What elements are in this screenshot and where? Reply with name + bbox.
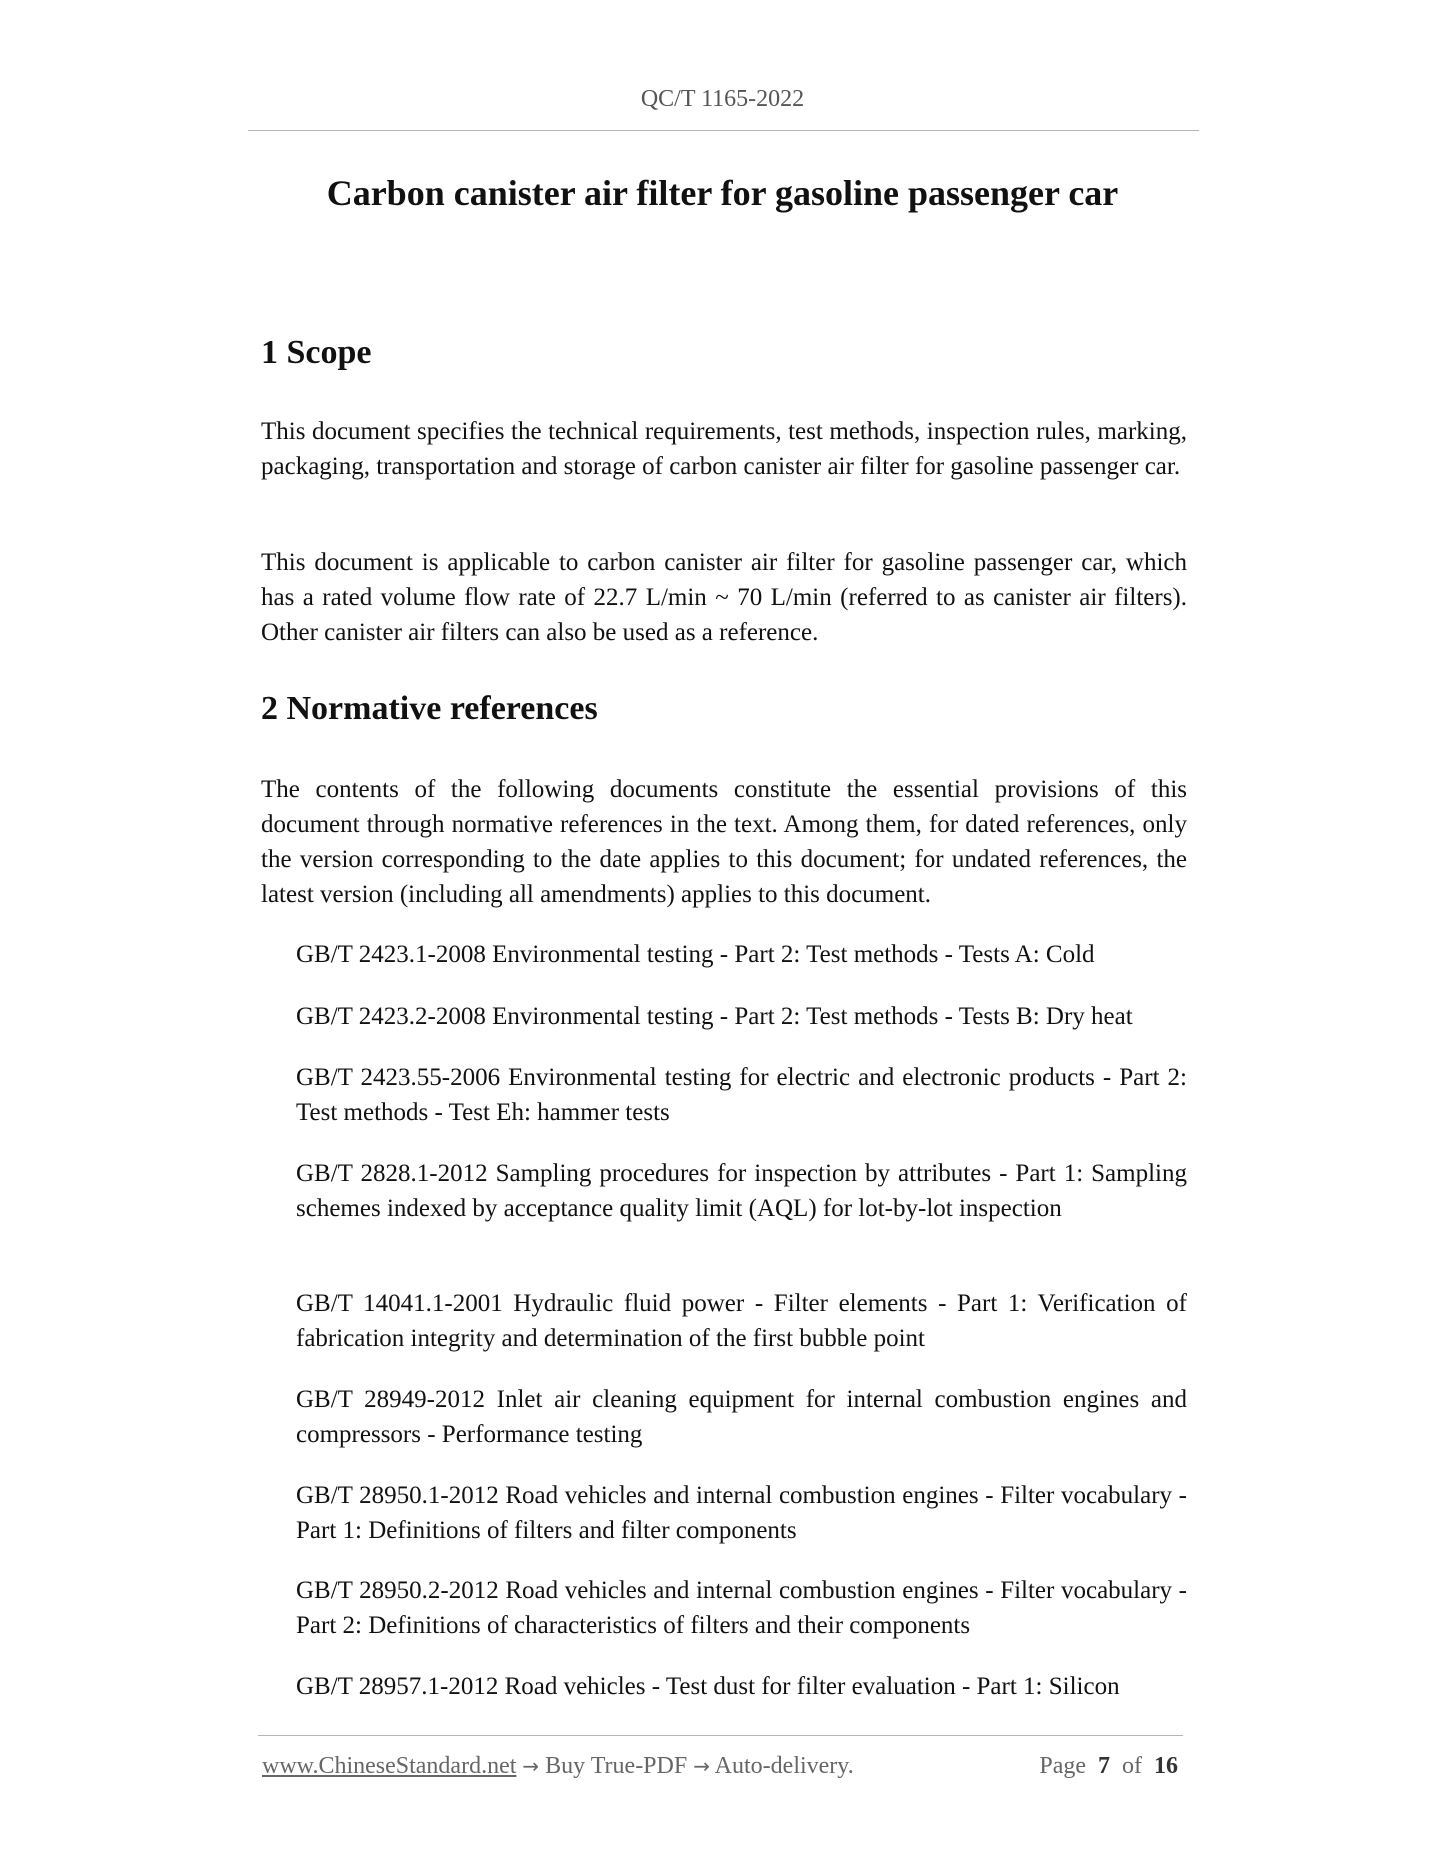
reference-item: GB/T 14041.1-2001 Hydraulic fluid power - Filter elements - Part 1: Verification of fabrication integrity and determination of the first bubble point [296,1290,1187,1352]
scope-paragraph: This document is applicable to carbon canister air filter for gasoline passenger car, which has a rated volume flow rate of 22.7 L/min ~ 70 L/min (referred to as canister air filters). Other canister air filters can also be used as a reference. [261,549,1187,646]
section-heading-scope: 1 Scope [261,334,372,371]
arrow-right-icon: → [693,1754,710,1778]
auto-delivery-text: Auto-delivery. [714,1753,854,1779]
arrow-right-icon: → [522,1754,540,1778]
of-label: of [1122,1753,1142,1779]
reference-item: GB/T 28950.1-2012 Road vehicles and internal combustion engines - Filter vocabulary - Part 1: Definitions of filters and filter components [296,1482,1187,1544]
reference-item: GB/T 2423.55-2006 Environmental testing for electric and electronic products - Part 2: Test methods - Test Eh: hammer tests [296,1064,1187,1126]
reference-item: GB/T 28957.1-2012 Road vehicles - Test dust for filter evaluation - Part 1: Silicon [296,1673,1120,1700]
page-number [1039,1753,1178,1780]
reference-item: GB/T 2423.1-2008 Environmental testing - Part 2: Test methods - Tests A: Cold [296,941,1095,968]
current-page-number: 7 [1098,1753,1110,1779]
reference-item: GB/T 2828.1-2012 Sampling procedures for inspection by attributes - Part 1: Sampling schemes indexed by acceptance quality limit (AQL) for lot-by-lot inspection [296,1160,1187,1222]
reference-item: GB/T 28949-2012 Inlet air cleaning equipment for internal combustion engines and compressors - Performance testing [296,1386,1187,1448]
section-heading-normative-references: 2 Normative references [261,690,598,727]
scope-paragraph: This document specifies the technical requirements, test methods, inspection rules, marking, packaging, transportation and storage of carbon canister air filter for gasoline passenger car. [261,418,1187,480]
normative-intro-paragraph: The contents of the following documents constitute the essential provisions of this document through normative references in the text. Among them, for dated references, only the version corresponding to the date applies to this document; for undated references, the latest version (including all amendments) applies to this document. [261,776,1187,908]
header-rule [248,130,1199,131]
footer-promo [262,1753,854,1780]
footer-rule [258,1735,1183,1736]
document-title: Carbon canister air filter for gasoline passenger car [326,173,1119,213]
reference-item: GB/T 28950.2-2012 Road vehicles and internal combustion engines - Filter vocabulary - Part 2: Definitions of characteristics of filters and their components [296,1577,1187,1639]
running-header: QC/T 1165-2022 [640,86,805,112]
total-page-number: 16 [1154,1753,1178,1779]
website-link[interactable]: www.ChineseStandard.net [262,1753,517,1779]
page-label: Page [1039,1753,1086,1779]
buy-true-pdf-text: Buy True-PDF [545,1753,688,1779]
reference-item: GB/T 2423.2-2008 Environmental testing - Part 2: Test methods - Tests B: Dry heat [296,1003,1133,1030]
